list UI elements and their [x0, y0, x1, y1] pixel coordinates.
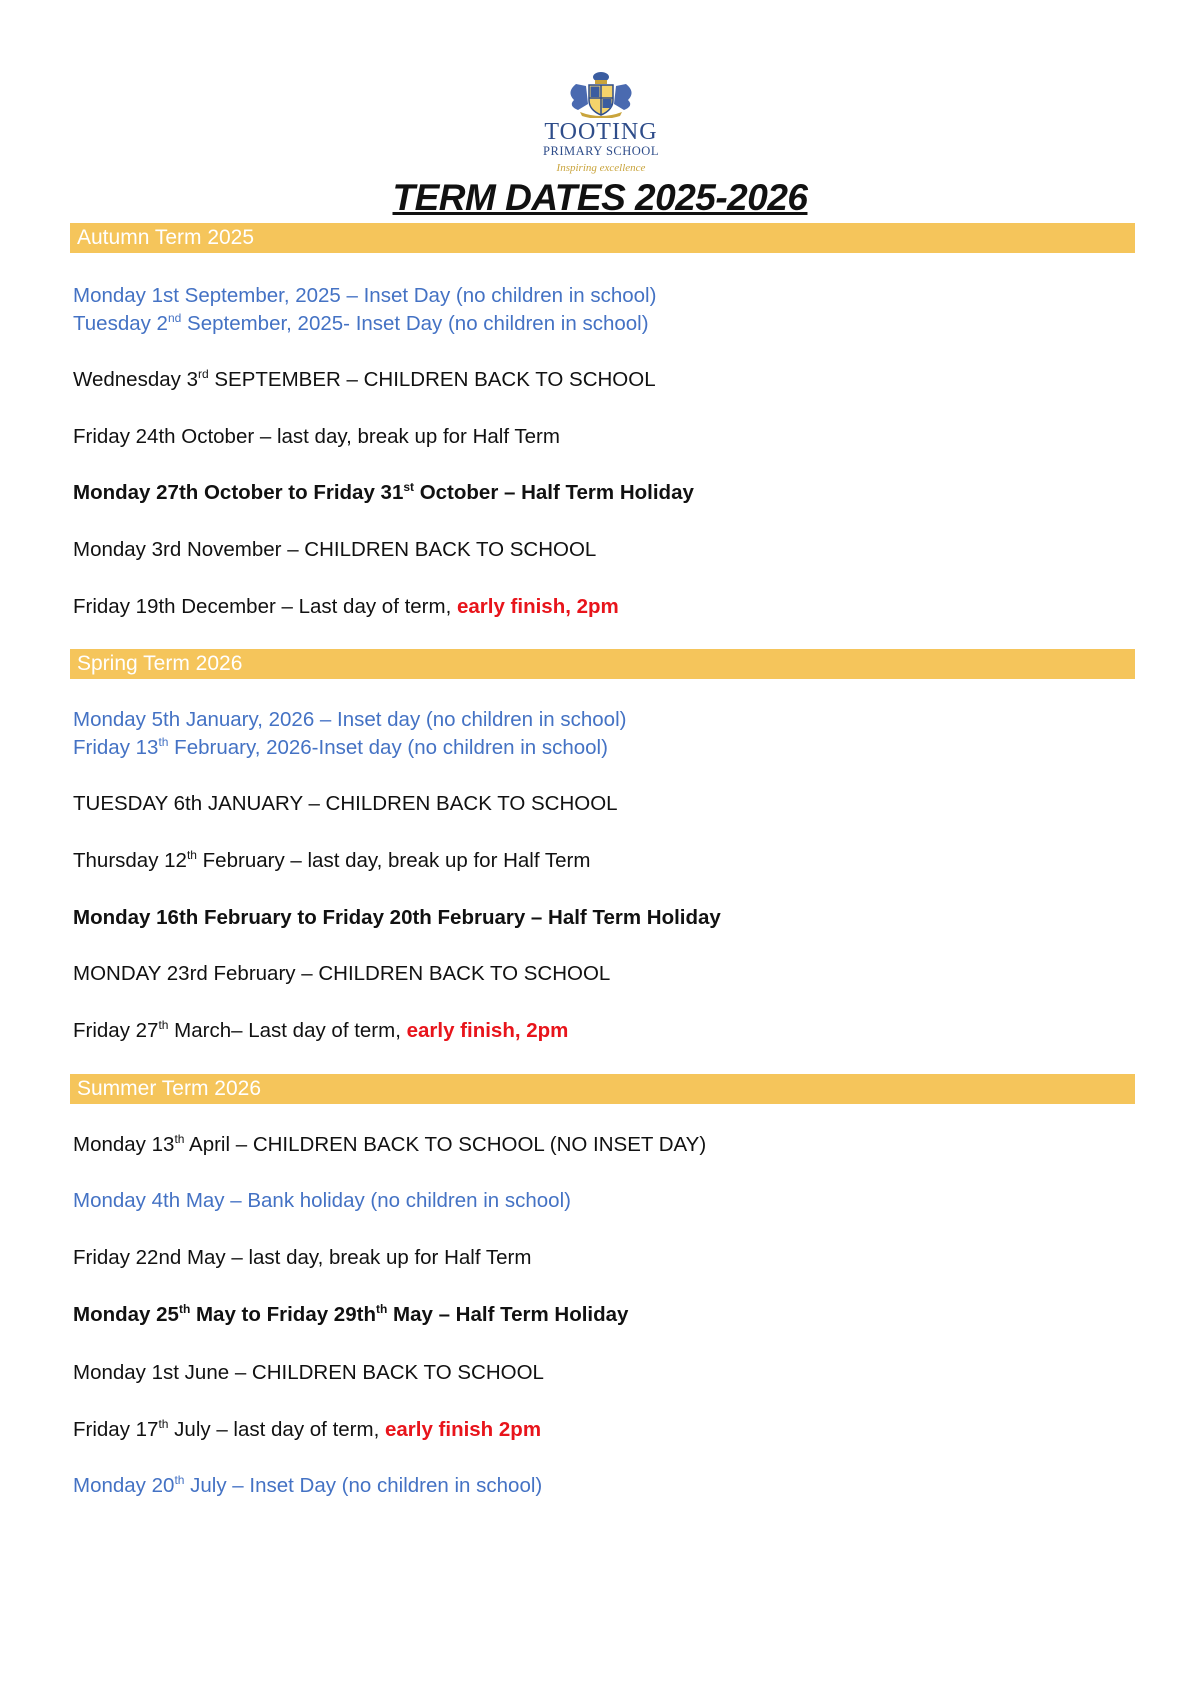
autumn-date-7: Friday 19th December – Last day of term, early finish, 2pm	[73, 595, 619, 618]
school-name: TOOTING	[544, 119, 658, 145]
spring-date-2: Friday 13th February, 2026-Inset day (no children in school)	[73, 735, 608, 759]
summer-date-2: Monday 4th May – Bank holiday (no children in school)	[73, 1189, 571, 1212]
spring-date-7: Friday 27th March– Last day of term, early finish, 2pm	[73, 1018, 569, 1042]
school-motto: Inspiring excellence	[556, 162, 646, 174]
summer-date-5: Monday 1st June – CHILDREN BACK TO SCHOOL	[73, 1361, 544, 1384]
autumn-date-2: Tuesday 2nd September, 2025- Inset Day (no children in school)	[73, 311, 649, 335]
early-finish-note: early finish, 2pm	[406, 1019, 569, 1042]
summer-date-4: Monday 25th May to Friday $29th^{th}$ May – Half Term Holiday	[73, 1302, 629, 1326]
spring-date-6: MONDAY 23rd February – CHILDREN BACK TO SCHOOL	[73, 962, 611, 985]
page-title: TERM DATES 2025-2026	[392, 177, 808, 218]
summer-date-7: Monday 20th July – Inset Day (no children in school)	[73, 1473, 543, 1497]
school-logo	[536, 70, 666, 176]
early-finish-note: early finish 2pm	[384, 1418, 542, 1441]
spring-date-1: Monday 5th January, 2026 – Inset day (no children in school)	[73, 708, 627, 731]
school-crest-icon	[562, 70, 640, 118]
school-subtitle: PRIMARY SCHOOL	[543, 144, 659, 158]
autumn-date-6: Monday 3rd November – CHILDREN BACK TO SCHOOL	[73, 538, 597, 561]
summer-date-3: Friday 22nd May – last day, break up for Half Term	[73, 1246, 532, 1269]
spring-date-5: Monday 16th February to Friday 20th February – Half Term Holiday	[73, 906, 721, 929]
summer-date-1: Monday 13th April – CHILDREN BACK TO SCHOOL (NO INSET DAY)	[73, 1132, 707, 1156]
summer-date-6: Friday 17th July – last day of term, early finish 2pm	[73, 1417, 542, 1441]
summer-term-heading: Summer Term 2026	[70, 1074, 1135, 1104]
autumn-date-1: Monday 1st September, 2025 – Inset Day (no children in school)	[73, 284, 657, 307]
early-finish-note: early finish, 2pm	[456, 595, 619, 618]
autumn-date-5: Monday 27th October to Friday 31st October – Half Term Holiday	[73, 480, 694, 504]
autumn-date-3: Wednesday 3rd SEPTEMBER – CHILDREN BACK TO SCHOOL	[73, 367, 656, 391]
spring-date-4: Thursday 12th February – last day, break up for Half Term	[73, 848, 591, 872]
spring-date-3: TUESDAY 6th JANUARY – CHILDREN BACK TO SCHOOL	[73, 792, 618, 815]
autumn-date-4: Friday 24th October – last day, break up for Half Term	[73, 425, 560, 448]
autumn-term-heading: Autumn Term 2025	[70, 223, 1135, 253]
spring-term-heading: Spring Term 2026	[70, 649, 1135, 679]
